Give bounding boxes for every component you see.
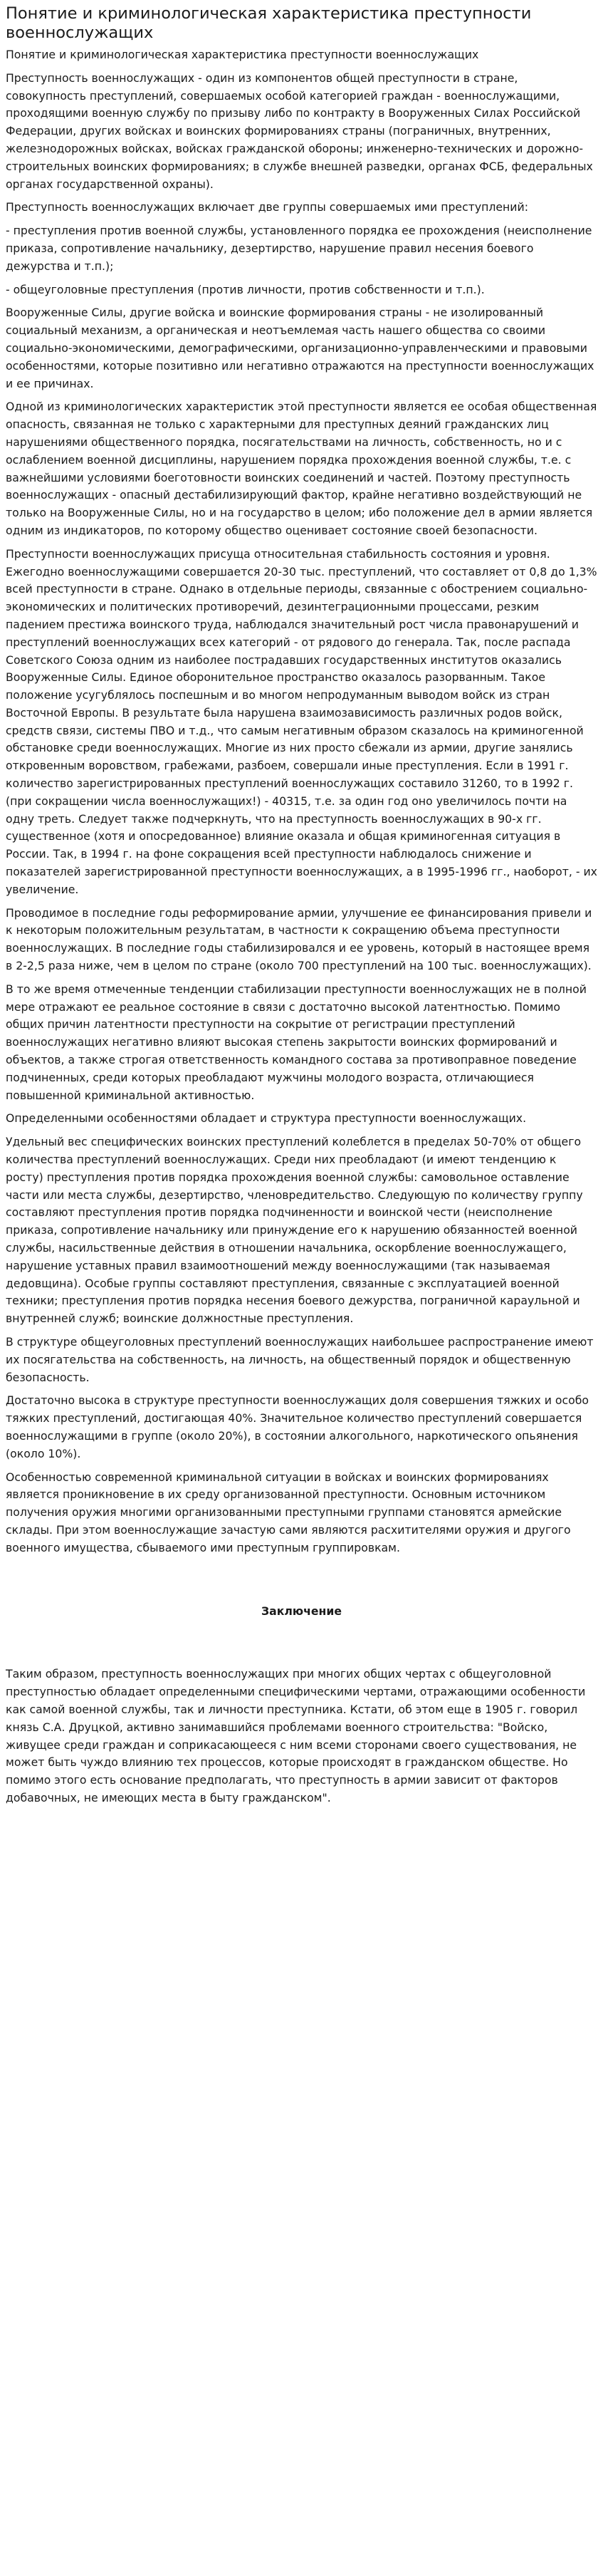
paragraph: Преступности военнослужащих присуща относительная стабильность состояния и уровня. Ежегодно военнослужащими совершается 20-30 тыс. преступлений, что составляет от 0,8 до 1,3% всей преступности в стране. Однако в отдельные периоды, связанные с обострением социально-экономических и политических противоречий, дезинтеграционными процессами, резким падением престижа воинского труда, наблюдался значительный рост числа правонарушений и преступлений военнослужащих всех категорий - от рядового до генерала. Так, после распада Советского Союза одним из наиболее пострадавших государственных институтов оказались Вооруженные Силы. Единое оборонительное пространство оказалось разорванным. Такое положение усугублялось поспешным и во многом непродуманным выводом войск из стран Восточной Европы. В результате была нарушена взаимозависимость различных родов войск, средств связи, системы ПВО и т.д., что самым негативным образом сказалось на криминогенной обстановке среди военнослужащих. Многие из них просто сбежали из армии, другие занялись откровенным воровством, грабежами, разбоем, совершали иные преступления. Если в 1991 г. количество зарегистрированных преступлений военнослужащих составило 31260, то в 1992 г. (при сокращении числа военнослужащих!) - 40315, т.е. за один год оно увеличилось почти на одну треть. Следует также подчеркнуть, что на преступность военнослужащих в 90-х гг. существенное (хотя и опосредованное) влияние оказала и общая криминогенная ситуация в России. Так, в 1994 г. на фоне сокращения всей преступности наблюдалось снижение и показателей зарегистрированной преступности военнослужащих, а в 1995-1996 гг., наоборот, - их увеличение. [6, 546, 597, 896]
paragraph: Проводимое в последние годы реформирование армии, улучшение ее финансирования привели и к некоторым положительным результатам, в частности к сокращению объема преступности военнослужащих. В последние годы стабилизировался и ее уровень, который в настоящее время в 2-2,5 раза ниже, чем в целом по стране (около 700 преступлений на 100 тыс. военнослужащих). [6, 905, 592, 973]
page-title: Понятие и криминологическая характеристика преступности военнослужащих [6, 4, 532, 42]
paragraph: В структуре общеуголовных преступлений военнослужащих наибольшее распространение имеют их посягательства на собственность, на личность, на общественный порядок и общественную безопасность. [6, 1334, 594, 1384]
paragraph: Достаточно высока в структуре преступности военнослужащих доля совершения тяжких и особо тяжких преступлений, достигающая 40%. Значительное количество преступлений совершается военнослужащими в группе (около 20%), в состоянии алкогольного, наркотического опьянения (около 10%). [6, 1393, 589, 1460]
paragraph: - общеуголовные преступления (против личности, против собственности и т.п.). [6, 282, 485, 296]
section-spacer [6, 1563, 597, 1603]
paragraph: Вооруженные Силы, другие войска и воинские формирования страны - не изолированный социальный механизм, а органическая и неотъемлемая часть нашего общества со своими социально-экономическими, демографическими, организационно-управленческими и правовыми особенностями, которые позитивно или негативно отражаются на преступности военнослужащих и ее причинах. [6, 306, 594, 390]
paragraph: Таким образом, преступность военнослужащих при многих общих чертах с общеуголовной преступностью обладает определенными специфическими чертами, отражающими особенности как самой военной службы, так и личности преступника. Кстати, об этом еще в 1905 г. говорил князь С.А. Друцкой, активно занимавшийся проблемами военного строительства: "Войско, живущее среди граждан и соприкасающееся с ним всеми сторонами своего существования, не может быть чуждо влиянию тех процессов, которые происходят в гражданском обществе. Но помимо этого есть основание предполагать, что преступность в армии зависит от факторов добавочных, не имеющих места в быту гражданском". [6, 1667, 586, 1804]
conclusion-heading: Заключение [261, 1604, 342, 1618]
paragraph: Преступность военнослужащих включает две группы совершаемых ими преступлений: [6, 200, 528, 214]
paragraph: В то же время отмеченные тенденции стабилизации преступности военнослужащих не в полной мере отражают ее реальное состояние в связи с достаточно высокой латентностью. Помимо общих причин латентности преступности на сокрытие от регистрации преступлений военнослужащих негативно влияют высокая степень закрытости воинских формирований и объектов, а также строгая ответственность командного состава за противоправное поведение подчиненных, среди которых преобладают мужчины молодого возраста, отличающиеся повышенной криминальной активностью. [6, 982, 587, 1102]
paragraph: - преступления против военной службы, установленного порядка ее прохождения (неисполнение приказа, сопротивление начальнику, дезертирство, нарушение правил несения боевого дежурства и т.п.); [6, 224, 592, 273]
paragraph: Особенностью современной криминальной ситуации в войсках и воинских формированиях является проникновение в их среду организованной преступности. Основным источником получения оружия многими организованными преступными группами становятся армейские склады. При этом военнослужащие зачастую сами являются расхитителями оружия и другого военного имущества, сбываемого ими преступным группировкам. [6, 1470, 571, 1554]
section-spacer [6, 1620, 597, 1666]
paragraph: Определенными особенностями обладает и структура преступности военнослужащих. [6, 1111, 527, 1126]
paragraph: Понятие и криминологическая характеристика преступности военнослужащих [6, 48, 479, 61]
paragraph: Удельный вес специфических воинских преступлений колеблется в пределах 50-70% от общего количества преступлений военнослужащих. Среди них преобладают (и имеют тенденцию к росту) преступления против порядка прохождения военной службы: самовольное оставление части или места службы, дезертирство, членовредительство. Следующую по количеству группу составляют преступления против порядка подчиненности и воинской чести (неисполнение приказа, сопротивление начальнику или принуждение его к нарушению обязанностей военной службы, насильственные действия в отношении начальника, оскорбление военнослужащего, нарушение уставных правил взаимоотношений между военнослужащими (так называемая дедовщина). Особые группы составляют преступления, связанные с эксплуатацией военной техники; преступления против порядка несения боевого дежурства, пограничной караульной и внутренней служб; воинские должностные преступления. [6, 1135, 583, 1326]
paragraph: Преступность военнослужащих - один из компонентов общей преступности в стране, совокупность преступлений, совершаемых особой категорией граждан - военнослужащими, проходящими военную службу по призыву либо по контракту в Вооруженных Силах Российской Федерации, других войсках и воинских формированиях страны (пограничных, внутренних, железнодорожных войсках, войсках гражданской обороны; инженерно-технических и дорожно-строительных воинских формированиях; в службе внешней разведки, органах ФСБ, федеральных органах государственной охраны). [6, 71, 593, 191]
paragraph: Одной из криминологических характеристик этой преступности является ее особая общественная опасность, связанная не только с характерными для преступных деяний гражданских лиц нарушениями общественного порядка, посягательствами на личность, собственность, но и с ослаблением военной дисциплины, нарушением порядка прохождения военной службы, т.е. с важнейшими условиями боеготовности воинских соединений и частей. Поэтому преступность военнослужащих - опасный дестабилизирующий фактор, крайне негативно воздействующий не только на Вооруженные Силы, но и на государство в целом; ибо положение дел в армии является одним из индикаторов, по которому общество оценивает состояние своей безопасности. [6, 400, 597, 537]
conclusion-body [6, 1666, 597, 1807]
article-body [6, 46, 597, 1557]
